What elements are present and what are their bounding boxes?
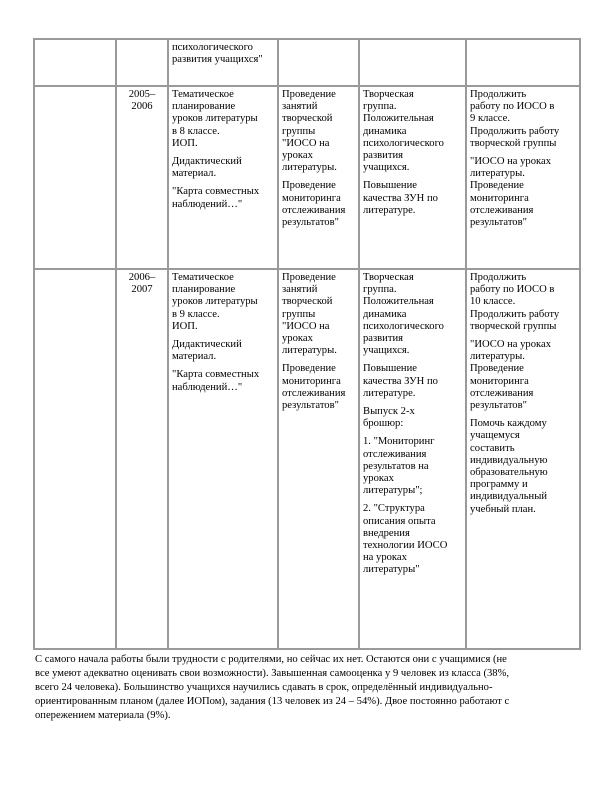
cell-text-line: уроков литературы xyxy=(172,113,258,125)
plan-table xyxy=(33,38,581,650)
cell-text-line: литературы"; xyxy=(363,485,423,497)
cell-text-line: мониторинга xyxy=(470,192,529,204)
empty-cell xyxy=(34,269,116,649)
col-b-cell xyxy=(278,39,359,86)
cell-text-line: качества ЗУН по xyxy=(363,375,438,387)
summary-line: ориентированным планом (далее ИОПом), задания (13 человек из 24 – 54%). Двое постоянно работают с xyxy=(35,696,510,707)
cell-text-line: группа. xyxy=(363,101,397,113)
cell-text-line: группы xyxy=(282,308,316,320)
cell-text-line: в 8 классе. xyxy=(172,125,220,137)
cell-text-line: учебный план. xyxy=(470,503,536,515)
cell-text-line: Творческая xyxy=(363,89,414,100)
summary-line: С самого начала работы были трудности с родителями, но сейчас их нет. Остаются они с учащимися (не xyxy=(35,654,507,665)
cell-text-line: индивидуальный xyxy=(470,491,547,503)
cell-text-line: литературы. xyxy=(282,162,337,174)
cell-text-line: Повышение xyxy=(363,180,417,192)
cell-text-line: 2006– xyxy=(128,272,156,283)
cell-text-line: работу по ИОСО в xyxy=(470,101,555,113)
col-a-cell xyxy=(168,86,278,269)
table-row xyxy=(34,86,580,269)
col-a-cell xyxy=(168,269,278,649)
cell-text-line: Продолжить работу xyxy=(470,308,560,320)
cell-text-line: отслеживания xyxy=(282,204,346,216)
col-b-cell xyxy=(278,269,359,649)
cell-text-line: 9 классе. xyxy=(470,113,510,125)
cell-text-line: занятий xyxy=(282,101,318,113)
cell-text-line: учащемуся xyxy=(470,430,520,442)
cell-text-line: результатов" xyxy=(282,217,339,229)
cell-text-line: Выпуск 2-х xyxy=(363,406,415,418)
cell-text-line: литературе. xyxy=(363,204,416,216)
col-c-cell xyxy=(359,86,466,269)
cell-text-line: результатов" xyxy=(282,400,339,412)
cell-text-line: "Карта совместных xyxy=(172,369,260,381)
cell-text-line: индивидуальную xyxy=(470,454,548,466)
cell-text-line: Продолжить xyxy=(470,89,527,100)
cell-text-line: литературе. xyxy=(363,387,416,399)
cell-text-line: описания опыта xyxy=(363,515,436,527)
col-b-cell xyxy=(278,86,359,269)
cell-text-line: Проведение xyxy=(282,272,336,283)
cell-text-line: учащихся. xyxy=(363,162,410,174)
cell-text-line: Продолжить работу xyxy=(470,125,560,137)
cell-text-line: развития учащихся" xyxy=(172,54,263,66)
cell-text-line: 2007 xyxy=(131,284,153,296)
cell-text-line: Тематическое xyxy=(172,272,234,283)
cell-text-line: Положительная xyxy=(363,296,434,308)
cell-text-line: качества ЗУН по xyxy=(363,192,438,204)
cell-text-line: материал. xyxy=(172,351,217,363)
cell-text-line: динамика xyxy=(363,125,407,137)
cell-text-line: развития xyxy=(363,150,404,162)
col-c-cell xyxy=(359,39,466,86)
col-c-cell xyxy=(359,269,466,649)
cell-text-line: творческой xyxy=(282,113,333,125)
cell-text-line: Проведение xyxy=(282,363,336,375)
col-d-cell xyxy=(466,39,580,86)
cell-text-line: результатов" xyxy=(470,400,527,412)
table-row xyxy=(34,39,580,86)
cell-text-line: Проведение xyxy=(282,89,336,100)
cell-text-line: отслеживания xyxy=(470,387,534,399)
cell-text-line: учащихся. xyxy=(363,345,410,357)
cell-text-line: ИОП. xyxy=(172,137,198,149)
cell-text-line: творческой xyxy=(282,296,333,308)
cell-text-line: планирование xyxy=(172,101,236,113)
cell-text-line: динамика xyxy=(363,308,407,320)
cell-text-line: творческой группы xyxy=(470,320,557,332)
year-cell xyxy=(116,86,168,269)
summary-paragraph xyxy=(35,653,580,723)
table-row xyxy=(34,269,580,649)
cell-text-line: уроках xyxy=(282,333,313,345)
cell-text-line: "ИОСО на уроках xyxy=(470,156,552,168)
cell-text-line: Дидактический xyxy=(172,156,242,168)
empty-cell xyxy=(34,86,116,269)
cell-text-line: творческой группы xyxy=(470,137,557,149)
col-d-cell xyxy=(466,269,580,649)
cell-text-line: результатов на xyxy=(363,460,429,472)
cell-text-line: на уроках xyxy=(363,552,407,564)
cell-text-line: 2. "Структура xyxy=(363,503,425,515)
summary-line: все умеют адекватно оценивать свои возможности). Завышенная самооценка у 9 человек из класса (38%, xyxy=(35,668,510,679)
cell-text-line: "ИОСО на xyxy=(282,137,330,149)
cell-text-line: отслеживания xyxy=(470,204,534,216)
cell-text-line: Творческая xyxy=(363,272,414,283)
cell-text-line: мониторинга xyxy=(470,375,529,387)
cell-text-line: Помочь каждому xyxy=(470,418,547,430)
cell-text-line: "ИОСО на xyxy=(282,320,330,332)
cell-text-line: отслеживания xyxy=(363,448,427,460)
cell-text-line: Проведение xyxy=(470,180,524,192)
cell-text-line: результатов" xyxy=(470,217,527,229)
cell-text-line: психологического xyxy=(363,137,444,149)
cell-text-line: технологии ИОСО xyxy=(363,540,448,552)
cell-text-line: Дидактический xyxy=(172,339,242,351)
cell-text-line: ИОП. xyxy=(172,320,198,332)
cell-text-line: наблюдений…" xyxy=(172,381,243,393)
cell-text-line: Проведение xyxy=(470,363,524,375)
cell-text-line: в 9 классе. xyxy=(172,308,220,320)
cell-text-line: "ИОСО на уроках xyxy=(470,339,552,351)
cell-text-line: брошюр: xyxy=(363,418,404,430)
cell-text-line: уроков литературы xyxy=(172,296,258,308)
cell-text-line: работу по ИОСО в xyxy=(470,284,555,296)
cell-text-line: 2006 xyxy=(131,101,153,113)
cell-text-line: уроках xyxy=(282,150,313,162)
col-d-cell xyxy=(466,86,580,269)
cell-text-line: Повышение xyxy=(363,363,417,375)
cell-text-line: материал. xyxy=(172,168,217,180)
cell-text-line: Проведение xyxy=(282,180,336,192)
cell-text-line: мониторинга xyxy=(282,375,341,387)
cell-text-line: Положительная xyxy=(363,113,434,125)
year-cell xyxy=(116,269,168,649)
cell-text-line: литературы" xyxy=(363,564,420,576)
col-a-cell xyxy=(168,39,278,86)
summary-line: всего 24 человека). Большинство учащихся научились сдавать в срок, определённый индивидуально- xyxy=(35,682,493,693)
cell-text-line: литературы. xyxy=(470,168,525,180)
cell-text-line: планирование xyxy=(172,284,236,296)
cell-text-line: 10 классе. xyxy=(470,296,516,308)
cell-text-line: группы xyxy=(282,125,316,137)
cell-text-line: занятий xyxy=(282,284,318,296)
cell-text-line: мониторинга xyxy=(282,192,341,204)
cell-text-line: 2005– xyxy=(128,89,156,100)
empty-cell xyxy=(34,39,116,86)
cell-text-line: психологического xyxy=(363,320,444,332)
cell-text-line: литературы. xyxy=(282,345,337,357)
cell-text-line: Тематическое xyxy=(172,89,234,100)
summary-line: опережением материала (9%). xyxy=(35,710,171,721)
cell-text-line: Продолжить xyxy=(470,272,527,283)
cell-text-line: группа. xyxy=(363,284,397,296)
cell-text-line: уроках xyxy=(363,473,394,485)
year-cell xyxy=(116,39,168,86)
cell-text-line: "Карта совместных xyxy=(172,186,260,198)
cell-text-line: психологического xyxy=(172,42,253,53)
cell-text-line: отслеживания xyxy=(282,387,346,399)
cell-text-line: составить xyxy=(470,442,515,454)
cell-text-line: внедрения xyxy=(363,527,410,539)
cell-text-line: наблюдений…" xyxy=(172,198,243,210)
cell-text-line: литературы. xyxy=(470,351,525,363)
cell-text-line: 1. "Мониторинг xyxy=(363,436,435,448)
cell-text-line: программу и xyxy=(470,479,528,491)
cell-text-line: развития xyxy=(363,333,404,345)
cell-text-line: образовательную xyxy=(470,467,548,479)
